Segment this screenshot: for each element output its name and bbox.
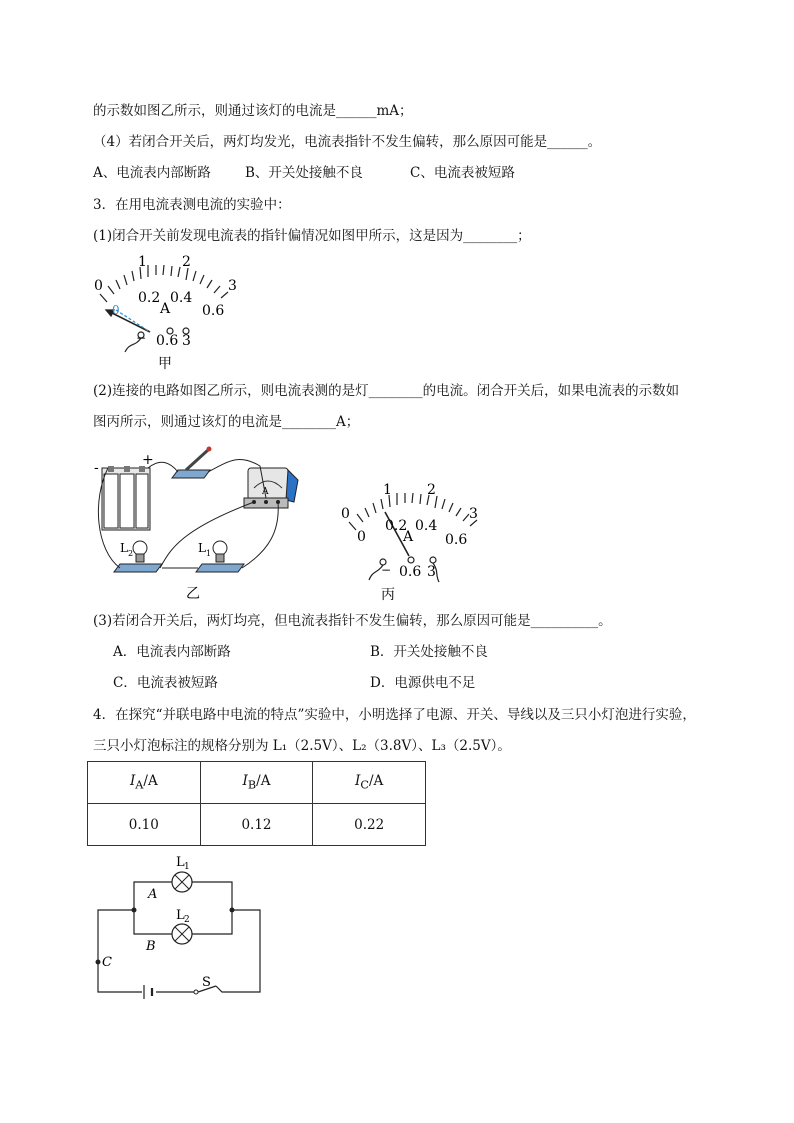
- caption-yi: 乙: [186, 586, 200, 602]
- battery-plus-label: +: [142, 452, 154, 468]
- current-table: [87, 761, 426, 846]
- terminal-0-6: 0.6: [156, 333, 179, 349]
- lamp-l1-label: L: [176, 855, 185, 870]
- scale-label-0-4: 0.4: [415, 518, 438, 534]
- lamp-l1-symbol: [172, 872, 192, 892]
- table-row: [88, 804, 426, 846]
- question-3-part-1: (1)闭合开关前发现电流表的指针偏情况如图甲所示，这是因为________；: [93, 228, 531, 244]
- caption-bing: 丙: [381, 587, 395, 602]
- table-header-ia: $I_A/A$: [88, 762, 201, 804]
- scale-label-1: 1: [138, 254, 147, 270]
- parallel-circuit-diagram: [90, 852, 270, 1000]
- lamp-l2-symbol: [172, 924, 192, 944]
- ammeter-device: [244, 468, 298, 508]
- terminal-3: 3: [427, 564, 436, 580]
- unit-label: A: [403, 529, 414, 545]
- lamp-l2-label-sub: 2: [184, 915, 190, 925]
- table-header-ic: $I_C/A$: [313, 762, 426, 804]
- choice-b: B．开关处接触不良: [370, 644, 488, 660]
- zero-mark: 0: [112, 303, 120, 317]
- bulb-l2-label: L: [120, 541, 128, 555]
- question-3-part-2a: (2)连接的电路如图乙所示，则电流表测的是灯________的电流。闭合开关后，如果电流表的示数如: [93, 383, 680, 399]
- bulb-l1-label-sub: 1: [206, 549, 212, 558]
- terminal-minus: −: [381, 563, 392, 577]
- scale-ticks: [349, 493, 477, 530]
- scale-label-0-6: 0.6: [445, 532, 468, 548]
- ammeter-figure-jia: [90, 252, 250, 372]
- point-c-label: C: [102, 955, 112, 970]
- lamp-l1-label-sub: 1: [184, 862, 190, 872]
- table-cell-ic: 0.22: [313, 804, 426, 846]
- question-4-line-2: 三只小灯泡标注的规格分别为 L₁（2.5V）、L₂（3.8V）、L₃（2.5V）。: [93, 738, 511, 754]
- switch-label: S: [202, 975, 211, 990]
- table-cell-ia: 0.10: [88, 804, 201, 846]
- lamp-l2-label: L: [176, 908, 185, 923]
- text-line-1: 的示数如图乙所示，则通过该灯的电流是______mA；: [93, 103, 413, 119]
- bulb-l2-label-sub: 2: [128, 549, 134, 558]
- question-3-part-2b: 图丙所示，则通过该灯的电流是________A；: [93, 414, 360, 430]
- battery-minus-label: -: [94, 460, 99, 476]
- knife-switch: [172, 447, 212, 479]
- bulb-l1-label: L: [198, 541, 206, 555]
- scale-label-2: 2: [182, 254, 191, 270]
- choice-d: D．电源供电不足: [370, 675, 476, 691]
- unit-label: A: [160, 301, 171, 317]
- terminal-0-6: 0.6: [399, 564, 422, 580]
- option-c: C、电流表被短路: [410, 165, 515, 181]
- ammeter-device-label: A: [262, 487, 269, 497]
- point-c-dot: [96, 960, 101, 965]
- choice-a: A．电流表内部断路: [113, 644, 231, 660]
- scale-label-0: 0: [341, 506, 350, 522]
- terminal-3: 3: [182, 333, 191, 349]
- scale-label-inner-0: 0: [357, 529, 366, 545]
- circuit-figure-yi: [90, 440, 300, 602]
- option-b: B、开关处接触不良: [245, 165, 363, 181]
- battery-pack: [102, 466, 150, 530]
- switch-pivot: [194, 990, 198, 994]
- scale-label-2: 2: [427, 482, 436, 498]
- terminal-minus: −: [136, 331, 147, 345]
- choice-c: C．电流表被短路: [113, 675, 218, 691]
- scale-label-0-2: 0.2: [138, 290, 161, 306]
- question-3-part-3: (3)若闭合开关后，两灯均亮，但电流表指针不发生偏转，那么原因可能是__________。: [93, 613, 612, 629]
- table-cell-ib: 0.12: [200, 804, 313, 846]
- ammeter-figure-bing: [335, 478, 495, 602]
- table-header-ib: $I_B/A$: [200, 762, 313, 804]
- junction-right: [230, 908, 235, 913]
- scale-label-1: 1: [383, 482, 392, 498]
- scale-label-0-2: 0.2: [385, 518, 408, 534]
- caption-jia: 甲: [158, 356, 172, 372]
- option-a: A、电流表内部断路: [93, 165, 211, 181]
- scale-ticks: [100, 265, 228, 302]
- question-4-line-1: 4．在探究“并联电路中电流的特点”实验中，小明选择了电源、开关、导线以及三只小灯泡进行实验，: [93, 707, 696, 723]
- question-3-title: 3．在用电流表测电流的实验中：: [93, 197, 291, 213]
- point-b-label: B: [146, 939, 156, 954]
- scale-label-0: 0: [94, 278, 103, 294]
- junction-left: [132, 908, 137, 913]
- scale-label-0-4: 0.4: [170, 290, 193, 306]
- point-a-label: A: [148, 887, 158, 902]
- q-4-line: （4）若闭合开关后，两灯均发光，电流表指针不发生偏转，那么原因可能是______。: [93, 134, 602, 150]
- table-header-row: [88, 762, 426, 804]
- scale-label-3: 3: [228, 278, 237, 294]
- scale-label-3: 3: [469, 506, 478, 522]
- scale-label-0-6: 0.6: [202, 303, 225, 319]
